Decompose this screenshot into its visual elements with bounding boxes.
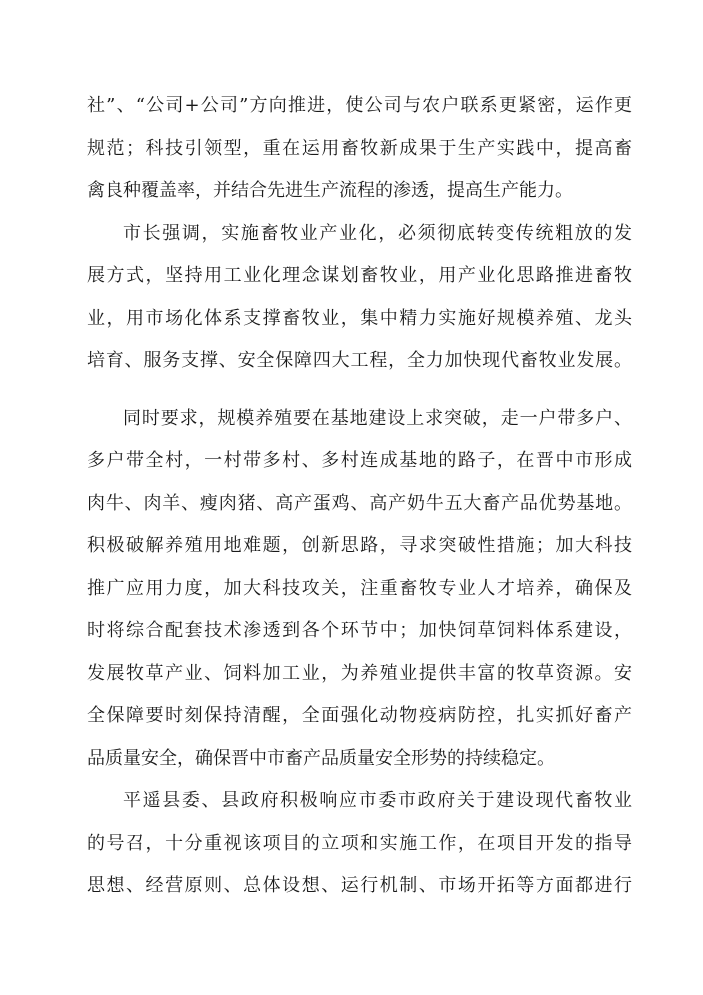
text-line: 发展牧草产业、饲料加工业，为养殖业提供丰富的牧草资源。安	[87, 663, 632, 684]
text-line: 培育、服务支撑、安全保障四大工程，全力加快现代畜牧业发展。	[87, 350, 632, 371]
text-line: 禽良种覆盖率，并结合先进生产流程的渗透，提高生产能力。	[87, 180, 573, 201]
text-line: 品质量安全，确保晋中市畜产品质量安全形势的持续稳定。	[87, 748, 555, 769]
text-line: 时将综合配套技术渗透到各个环节中；加快饲草饲料体系建设，	[87, 620, 632, 641]
text-line: 全保障要时刻保持清醒，全面强化动物疫病防控，扎实抓好畜产	[87, 705, 632, 726]
text-line: 肉牛、肉羊、瘦肉猪、高产蛋鸡、高产奶牛五大畜产品优势基地。	[87, 493, 632, 514]
text-line: 展方式，坚持用工业化理念谋划畜牧业，用产业化思路推进畜牧	[87, 265, 632, 286]
text-line: 推广应用力度，加大科技攻关，注重畜牧专业人才培养，确保及	[87, 578, 632, 599]
text-line: 思想、经营原则、总体设想、运行机制、市场开拓等方面都进行	[87, 875, 632, 896]
text-line: 同时要求，规模养殖要在基地建设上求突破，走一户带多户、	[123, 408, 632, 429]
text-line: 业，用市场化体系支撑畜牧业，集中精力实施好规模养殖、龙头	[87, 308, 632, 329]
text-line: 的号召，十分重视该项目的立项和实施工作，在项目开发的指导	[87, 833, 632, 854]
text-line: 规范；科技引领型，重在运用畜牧新成果于生产实践中，提高畜	[87, 138, 632, 159]
text-line: 多户带全村，一村带多村、多村连成基地的路子，在晋中市形成	[87, 450, 632, 471]
text-line: 市长强调，实施畜牧业产业化，必须彻底转变传统粗放的发	[123, 223, 632, 244]
text-line: 社”、“公司+公司”方向推进，使公司与农户联系更紧密，运作更	[87, 95, 632, 116]
text-line: 平遥县委、县政府积极响应市委市政府关于建设现代畜牧业	[123, 790, 632, 811]
text-line: 积极破解养殖用地难题，创新思路，寻求突破性措施；加大科技	[87, 535, 632, 556]
